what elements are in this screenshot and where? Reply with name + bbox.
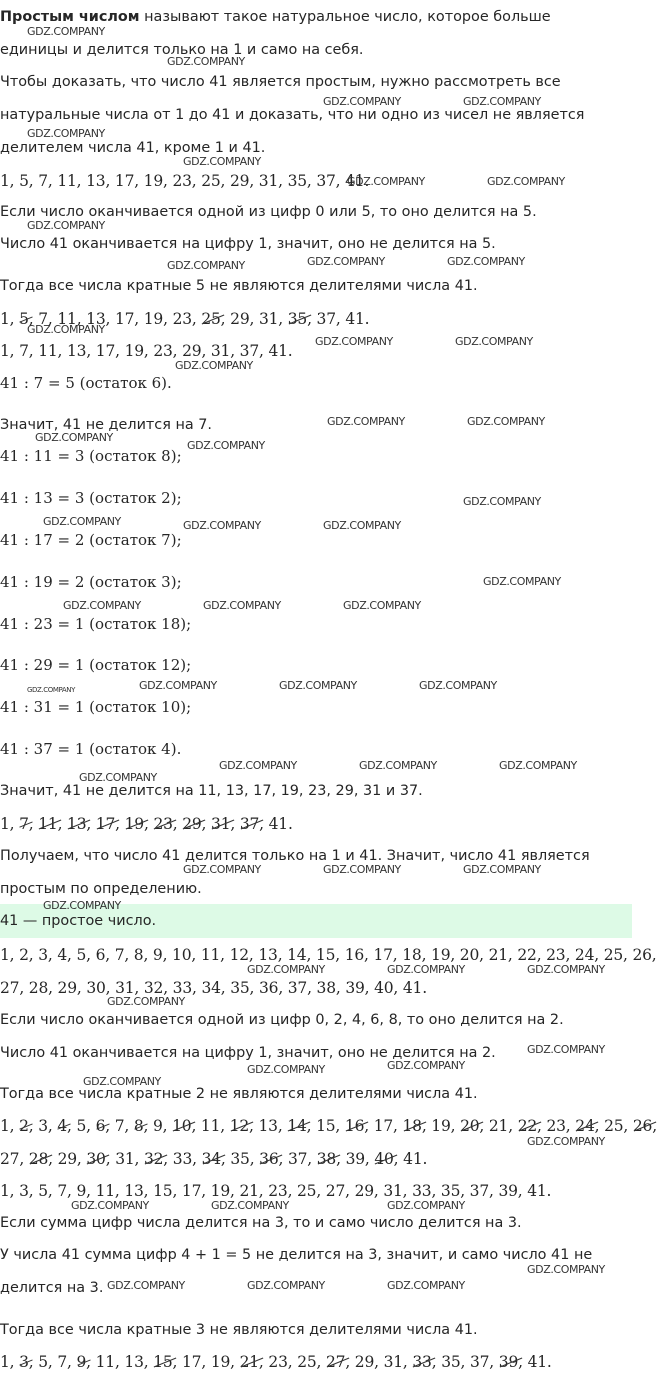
struck-number: 2,	[19, 1117, 34, 1135]
watermark: GDZ.COMPANY	[27, 127, 105, 140]
odd-sequence: 1, 5, 7, 11, 13, 17, 19, 23, 25, 29, 31, 35, 37, 41.	[0, 172, 370, 190]
para1-line-3: делителем числа 41, кроме 1 и 41.	[0, 140, 266, 156]
watermark: GDZ.COMPANY	[167, 259, 245, 272]
watermark: GDZ.COMPANY	[483, 575, 561, 588]
watermark: GDZ.COMPANY	[343, 599, 421, 612]
struck-number: 10,	[172, 1117, 197, 1135]
struck-number: 16,	[344, 1117, 369, 1135]
watermark: GDZ.COMPANY	[107, 1279, 185, 1292]
struck-number: 31,	[211, 815, 236, 833]
watermark: GDZ.COMPANY	[527, 1135, 605, 1148]
watermark: GDZ.COMPANY	[527, 1263, 605, 1276]
intro-line-1	[0, 8, 632, 26]
term-prime-number: Простым числом	[0, 9, 140, 25]
struck-number: 30,	[86, 1150, 111, 1168]
sequence-number: 5,	[38, 1353, 53, 1371]
odd-sequence-full: 1, 3, 5, 7, 9, 11, 13, 15, 17, 19, 21, 23, 25, 27, 29, 31, 33, 35, 37, 39, 41.	[0, 1182, 552, 1200]
watermark: GDZ.COMPANY	[247, 1279, 325, 1292]
struck-number: 32,	[143, 1150, 169, 1168]
struck-number: 7,	[19, 815, 34, 833]
watermark: GDZ.COMPANY	[27, 323, 105, 336]
rule-divisible-by-3: Если сумма цифр числа делится на 3, то и само число делится на 3.	[0, 1215, 522, 1231]
watermark: GDZ.COMPANY	[43, 515, 121, 528]
watermark: GDZ.COMPANY	[327, 415, 405, 428]
sequence-number: 21,	[488, 1117, 513, 1135]
sequence-number: 35,	[441, 1353, 466, 1371]
struck-number: 21,	[239, 1353, 264, 1371]
watermark: GDZ.COMPANY	[79, 771, 157, 784]
watermark: GDZ.COMPANY	[187, 439, 265, 452]
watermark: GDZ.COMPANY	[175, 359, 253, 372]
sequence-number: 19,	[210, 1353, 235, 1371]
watermark: GDZ.COMPANY	[499, 759, 577, 772]
watermark: GDZ.COMPANY	[467, 415, 545, 428]
watermark: GDZ.COMPANY	[279, 679, 357, 692]
watermark: GDZ.COMPANY	[387, 1059, 465, 1072]
sequence-1-to-41-line-2: 27, 28, 29, 30, 31, 32, 33, 34, 35, 36, 37, 38, 39, 40, 41.	[0, 979, 427, 997]
struck-number: 13,	[67, 815, 92, 833]
sequence-number: 13,	[258, 1117, 283, 1135]
struck-number: 3,	[19, 1353, 34, 1371]
digit-sum-line-1: У числа 41 сумма цифр 4 + 1 = 5 не делится на 3, значит, и само число 41 не	[0, 1247, 593, 1263]
division-row: 41 : 19 = 2 (остаток 3);	[0, 573, 182, 591]
watermark: GDZ.COMPANY	[83, 1075, 161, 1088]
struck-number: 29,	[182, 815, 207, 833]
watermark: GDZ.COMPANY	[463, 95, 541, 108]
watermark: GDZ.COMPANY	[359, 759, 437, 772]
struck-number: 28,	[28, 1150, 53, 1168]
struck-number: 17,	[95, 815, 120, 833]
intro-line-2: единицы и делится только на 1 и само на себя.	[0, 42, 364, 58]
watermark: GDZ.COMPANY	[27, 219, 105, 232]
sequence-number: 27,	[0, 1150, 25, 1168]
struck-number: 9,	[76, 1353, 91, 1371]
not-divisible-by-7: Значит, 41 не делится на 7.	[0, 417, 212, 433]
sequence-number: 19,	[431, 1117, 456, 1135]
sequence-number: 13,	[124, 1353, 149, 1371]
watermark: GDZ.COMPANY	[323, 95, 401, 108]
sequence-number: 37,	[316, 310, 341, 328]
watermark: GDZ.COMPANY	[183, 863, 261, 876]
multiples-of-5-statement: Тогда все числа кратные 5 не являются делителями числа 41.	[0, 278, 478, 294]
watermark: GDZ.COMPANY	[71, 1199, 149, 1212]
watermark: GDZ.COMPANY	[27, 25, 105, 38]
struck-number: 12,	[229, 1117, 254, 1135]
watermark: GDZ.COMPANY	[447, 255, 525, 268]
struck-number: 8,	[133, 1117, 149, 1135]
watermark: GDZ.COMPANY	[35, 431, 113, 444]
struck-sequence-all	[0, 815, 632, 833]
sequence-number: 23,	[546, 1117, 571, 1135]
sequence-number: 41.	[268, 815, 293, 833]
sequence-number: 29,	[354, 1353, 379, 1371]
struck-number: 39,	[498, 1353, 523, 1371]
sequence-number: 23,	[172, 310, 197, 328]
sequence-number: 7,	[57, 1353, 72, 1371]
intro-rest: называют такое натуральное число, которое больше	[139, 9, 551, 25]
struck-number: 35,	[287, 310, 312, 328]
division-row: 41 : 31 = 1 (остаток 10);	[0, 698, 192, 716]
struck-number: 18,	[402, 1117, 427, 1135]
struck-number: 36,	[259, 1150, 284, 1168]
sequence-number: 11,	[200, 1117, 225, 1135]
struck-sequence-2-line-1	[0, 1117, 657, 1135]
sequence-number: 41.	[527, 1353, 552, 1371]
conclusion-line-2: простым по определению.	[0, 881, 202, 897]
multiples-of-2-statement: Тогда все числа кратные 2 не являются делителями числа 41.	[0, 1086, 478, 1102]
struck-number: 33,	[412, 1353, 437, 1371]
para1-line-2: натуральные числа от 1 до 41 и доказать, что ни одно из чисел не является	[0, 107, 585, 123]
sequence-number: 37,	[287, 1150, 313, 1168]
sequence-number: 29,	[57, 1150, 82, 1168]
sequence-number: 41.	[345, 310, 370, 328]
division-row: 41 : 11 = 3 (остаток 8);	[0, 447, 182, 465]
ends-with-1-not-5: Число 41 оканчивается на цифру 1, значит, оно не делится на 5.	[0, 236, 496, 252]
not-divisible-summary: Значит, 41 не делится на 11, 13, 17, 19, 23, 29, 31 и 37.	[0, 783, 423, 799]
watermark: GDZ.COMPANY	[63, 599, 141, 612]
sequence-number: 17,	[114, 310, 140, 328]
sequence-number: 11,	[95, 1353, 120, 1371]
watermark: GDZ.COMPANY	[315, 335, 393, 348]
watermark: GDZ.COMPANY	[419, 679, 497, 692]
watermark: GDZ.COMPANY	[323, 863, 401, 876]
struck-number: 25,	[201, 310, 226, 328]
sequence-number: 7,	[38, 310, 53, 328]
division-row: 41 : 13 = 3 (остаток 2);	[0, 489, 182, 507]
sequence-number: 39,	[345, 1150, 370, 1168]
sequence-number: 33,	[172, 1150, 197, 1168]
sequence-number: 19,	[143, 310, 168, 328]
watermark: GDZ.COMPANY	[463, 863, 541, 876]
sequence-number: 3,	[38, 1117, 53, 1135]
sequence-1-to-41-line-1: 1, 2, 3, 4, 5, 6, 7, 8, 9, 10, 11, 12, 13, 14, 15, 16, 17, 18, 19, 20, 21, 22, 23, 24, 25, 26,	[0, 946, 657, 964]
watermark: GDZ.COMPANY	[527, 963, 605, 976]
watermark: GDZ.COMPANY	[307, 255, 385, 268]
division-row: 41 : 17 = 2 (остаток 7);	[0, 531, 182, 549]
watermark: GDZ.COMPANY	[463, 495, 541, 508]
division-row: 41 : 37 = 1 (остаток 4).	[0, 740, 182, 758]
watermark: GDZ.COMPANY	[247, 963, 325, 976]
struck-number: 40,	[374, 1150, 399, 1168]
division-row: 41 : 29 = 1 (остаток 12);	[0, 656, 192, 674]
watermark: GDZ.COMPANY	[387, 1279, 465, 1292]
conclusion-line-1: Получаем, что число 41 делится только на 1 и 41. Значит, число 41 является	[0, 848, 590, 864]
sequence-number: 17,	[182, 1353, 207, 1371]
struck-number: 15,	[153, 1353, 178, 1371]
watermark: GDZ.COMPANY	[203, 599, 281, 612]
sequence-number: 25,	[604, 1117, 629, 1135]
watermark: GDZ.COMPANY	[183, 519, 261, 532]
watermark: GDZ.COMPANY	[139, 679, 217, 692]
sequence-number: 9,	[153, 1117, 168, 1135]
watermark: GDZ.COMPANY	[387, 963, 465, 976]
remaining-sequence: 1, 7, 11, 13, 17, 19, 23, 29, 31, 37, 41.	[0, 342, 293, 360]
sequence-number: 29,	[230, 310, 255, 328]
struck-number: 27,	[326, 1353, 351, 1371]
struck-number: 38,	[316, 1150, 341, 1168]
rule-divisible-by-2: Если число оканчивается одной из цифр 0, 2, 4, 6, 8, то оно делится на 2.	[0, 1012, 564, 1028]
sequence-number: 25,	[297, 1353, 322, 1371]
sequence-number: 1,	[0, 1117, 15, 1135]
sequence-number: 1,	[0, 815, 15, 833]
sequence-number: 7,	[114, 1117, 130, 1135]
digit-sum-line-2: делится на 3.	[0, 1280, 104, 1296]
struck-number: 24,	[575, 1117, 600, 1135]
division-row: 41 : 23 = 1 (остаток 18);	[0, 615, 192, 633]
struck-number: 14,	[287, 1117, 312, 1135]
struck-number: 34,	[201, 1150, 226, 1168]
struck-number: 4,	[57, 1117, 72, 1135]
sequence-number: 11,	[57, 310, 82, 328]
struck-number: 6,	[95, 1117, 111, 1135]
sequence-number: 31,	[383, 1353, 408, 1371]
struck-number: 22,	[517, 1117, 542, 1135]
watermark: GDZ.COMPANY	[167, 55, 245, 68]
struck-sequence-2-line-2	[0, 1150, 632, 1168]
sequence-number: 15,	[316, 1117, 341, 1135]
watermark: GDZ.COMPANY	[219, 759, 297, 772]
sequence-number: 23,	[268, 1353, 293, 1371]
struck-number: 19,	[124, 815, 149, 833]
watermark: GDZ.COMPANY	[43, 899, 121, 912]
watermark: GDZ.COMPANY	[347, 175, 425, 188]
sequence-number: 1,	[0, 1353, 15, 1371]
answer-text: 41 — простое число.	[0, 913, 157, 929]
watermark: GDZ.COMPANY	[455, 335, 533, 348]
watermark: GDZ.COMPANY	[211, 1199, 289, 1212]
watermark: GDZ.COMPANY	[527, 1043, 605, 1056]
sequence-number: 31,	[115, 1150, 140, 1168]
sequence-number: 1,	[0, 310, 15, 328]
struck-number: 26,	[632, 1117, 657, 1135]
division-by-7: 41 : 7 = 5 (остаток 6).	[0, 374, 172, 392]
watermark: GDZ.COMPANY	[487, 175, 565, 188]
ends-with-1-not-2: Число 41 оканчивается на цифру 1, значит, оно не делится на 2.	[0, 1045, 496, 1061]
struck-sequence-3	[0, 1353, 632, 1371]
sequence-number: 41.	[403, 1150, 428, 1168]
struck-number: 37,	[239, 815, 264, 833]
multiples-of-3-statement: Тогда все числа кратные 3 не являются делителями числа 41.	[0, 1322, 478, 1338]
rule-divisible-by-5: Если число оканчивается одной из цифр 0 или 5, то оно делится на 5.	[0, 204, 537, 220]
sequence-number: 35,	[230, 1150, 255, 1168]
sequence-number: 13,	[86, 310, 111, 328]
struck-number: 11,	[38, 815, 63, 833]
para1-line-1: Чтобы доказать, что число 41 является простым, нужно рассмотреть все	[0, 74, 561, 90]
sequence-number: 17,	[373, 1117, 398, 1135]
watermark: GDZ.COMPANY	[107, 995, 185, 1008]
watermark: GDZ.COMPANY	[323, 519, 401, 532]
sequence-number: 5,	[76, 1117, 91, 1135]
sequence-number: 37,	[469, 1353, 495, 1371]
watermark: GDZ.COMPANY	[27, 686, 75, 694]
watermark: GDZ.COMPANY	[183, 155, 261, 168]
sequence-number: 31,	[258, 310, 284, 328]
watermark: GDZ.COMPANY	[387, 1199, 465, 1212]
watermark: GDZ.COMPANY	[247, 1063, 325, 1076]
struck-number: 23,	[153, 815, 178, 833]
struck-number: 5,	[19, 310, 34, 328]
struck-number: 20,	[460, 1117, 485, 1135]
